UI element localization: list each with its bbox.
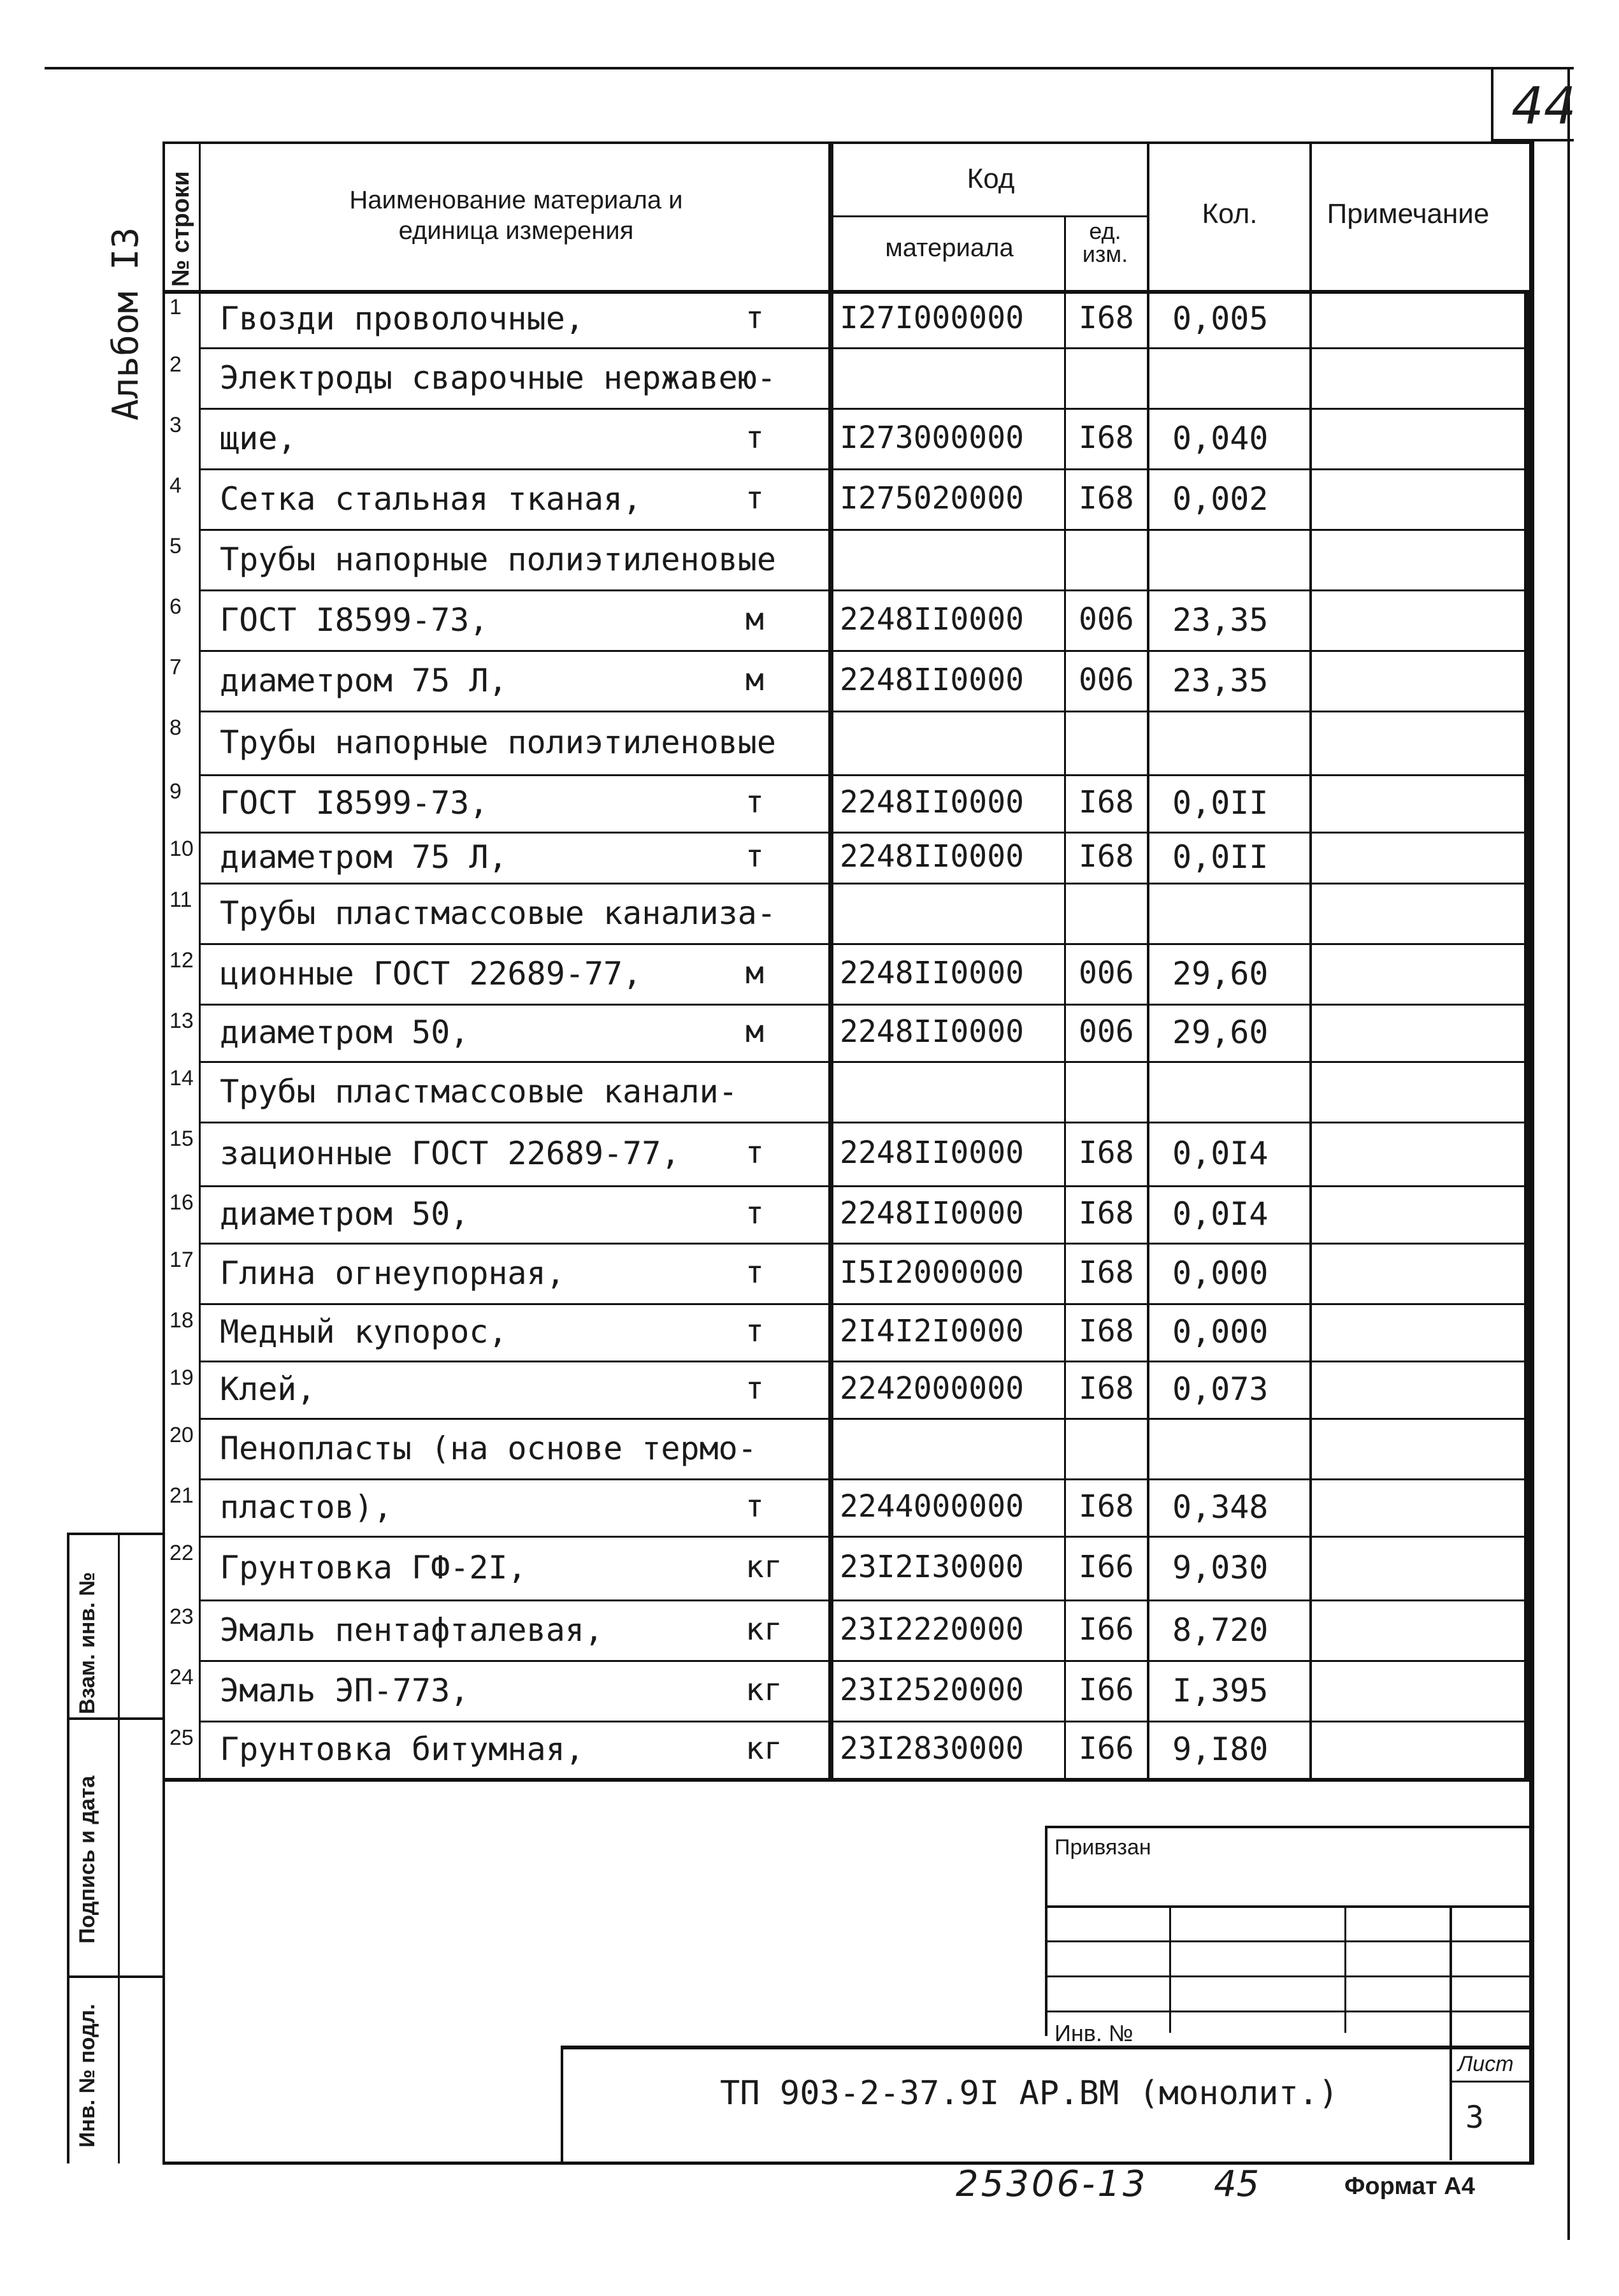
quantity: 0,348 <box>1172 1489 1269 1526</box>
stamp-top-line <box>67 1533 162 1535</box>
unit-code: I68 <box>1079 1254 1134 1290</box>
table-row-line <box>199 1004 1529 1006</box>
material-name: Эмаль пентафталевая, <box>220 1611 604 1649</box>
material-name: Медный купорос, <box>220 1313 508 1350</box>
header-qty: Кол. <box>1202 198 1258 229</box>
stamp-sep-1 <box>67 1717 162 1720</box>
table-row-line <box>199 650 1529 652</box>
material-name: Трубы напорные полиэтиленовые <box>220 724 776 761</box>
material-name: ционные ГОСТ 22689-77, <box>220 955 642 992</box>
unit-label: т <box>745 419 764 456</box>
material-name: Трубы напорные полиэтиленовые <box>220 540 776 578</box>
row-number: 16 <box>169 1190 194 1215</box>
row-number: 19 <box>169 1366 194 1390</box>
title-privyazan: Привязан <box>1054 1835 1151 1859</box>
title-col-2 <box>1344 1905 1346 2033</box>
quantity: 0,0II <box>1172 839 1269 876</box>
table-row-line <box>199 1122 1529 1123</box>
material-name: пластов), <box>220 1489 392 1526</box>
unit-label: т <box>745 1254 764 1290</box>
row-number: 9 <box>169 779 182 804</box>
material-code: 2248II0000 <box>840 784 1024 820</box>
table-row-line <box>199 1721 1529 1722</box>
quantity: 0,0I4 <box>1172 1135 1269 1172</box>
row-number: 24 <box>169 1665 194 1689</box>
material-name: Грунтовка битумная, <box>220 1731 584 1768</box>
unit-label: т <box>745 300 764 336</box>
quantity: 9,I80 <box>1172 1731 1269 1768</box>
page-number-handwritten: 44 <box>1511 76 1576 136</box>
frame-right-lower <box>1529 1778 1534 2163</box>
row-number: 2 <box>169 352 182 377</box>
table-header-bottom-line <box>162 290 1529 294</box>
quantity: 0,000 <box>1172 1254 1269 1292</box>
table-row-line <box>199 468 1529 470</box>
unit-label: т <box>745 839 764 874</box>
material-name: зационные ГОСТ 22689-77, <box>220 1135 680 1172</box>
unit-code: I68 <box>1079 419 1134 456</box>
unit-code: I68 <box>1079 784 1134 820</box>
material-name: щие, <box>220 419 297 457</box>
material-code: 2248II0000 <box>840 1135 1024 1171</box>
stamp-left-line <box>67 1533 69 2163</box>
stamp-vzam-inv: Взам. инв. № <box>75 1571 99 1714</box>
quantity: 0,0I4 <box>1172 1195 1269 1232</box>
title-line-3 <box>1045 1940 1529 1942</box>
footer-handwritten-code: 25306-13 <box>956 2163 1148 2205</box>
unit-label: т <box>745 1135 764 1171</box>
material-name: Гвозди проволочные, <box>220 300 584 337</box>
material-code: 2I4I2I0000 <box>840 1313 1024 1349</box>
table-row-line <box>199 943 1529 945</box>
title-col-3 <box>1450 1905 1452 2160</box>
title-main-left <box>561 2046 563 2163</box>
header-note: Примечание <box>1327 198 1490 229</box>
table-code-left-line <box>828 141 833 1778</box>
row-number: 12 <box>169 948 194 972</box>
row-number: 6 <box>169 595 182 619</box>
material-name: диаметром 50, <box>220 1014 470 1051</box>
frame-left-lower <box>162 1778 165 2163</box>
unit-code: 006 <box>1079 601 1134 637</box>
material-name: Клей, <box>220 1371 316 1408</box>
quantity: 9,030 <box>1172 1549 1269 1586</box>
table-row-line <box>199 1660 1529 1662</box>
row-number: 17 <box>169 1248 194 1272</box>
frame-right-edge <box>1567 67 1570 2240</box>
table-left-line <box>162 141 165 1778</box>
title-doc-code: ТП 903-2-37.9I АР.ВМ (монолит.) <box>720 2074 1339 2112</box>
quantity: 0,005 <box>1172 300 1269 337</box>
unit-code: 006 <box>1079 955 1134 991</box>
material-code: 2248II0000 <box>840 839 1024 874</box>
unit-label: м <box>745 1014 764 1050</box>
material-name: Пенопласты (на основе термо- <box>220 1429 757 1467</box>
material-name: диаметром 50, <box>220 1195 470 1232</box>
title-sheet-label: Лист <box>1458 2052 1514 2076</box>
table-row-line <box>199 1361 1529 1362</box>
row-number: 5 <box>169 534 182 558</box>
unit-label: кг <box>745 1671 782 1708</box>
header-code-material: материала <box>885 234 1014 262</box>
title-line-5 <box>1045 2011 1529 2012</box>
row-number: 8 <box>169 716 182 740</box>
material-code: I5I2000000 <box>840 1254 1024 1290</box>
unit-label: кг <box>745 1611 782 1647</box>
row-number: 3 <box>169 413 182 437</box>
table-right-thick <box>1524 290 1529 1778</box>
footer-format: Формат А4 <box>1344 2173 1475 2200</box>
header-name: Наименование материала и единица измерения <box>349 186 683 245</box>
table-row-line <box>199 1243 1529 1245</box>
row-number: 4 <box>169 473 182 498</box>
material-code: 2244000000 <box>840 1489 1024 1524</box>
unit-code: I68 <box>1079 1195 1134 1231</box>
stamp-inner-line <box>118 1533 120 2163</box>
row-number: 10 <box>169 837 194 861</box>
table-qty-right-line <box>1309 141 1312 1778</box>
album-label: Альбом I3 <box>105 227 147 421</box>
row-number: 25 <box>169 1726 194 1750</box>
material-name: ГОСТ I8599-73, <box>220 601 489 639</box>
table-header-top-line <box>162 141 1529 144</box>
title-main-top <box>561 2046 1529 2049</box>
unit-label: кг <box>745 1549 782 1585</box>
quantity: 29,60 <box>1172 1014 1269 1051</box>
material-name: Трубы пластмассовые канализа- <box>220 894 776 932</box>
table-row-line <box>199 1185 1529 1187</box>
table-row-line <box>199 711 1529 712</box>
frame-right-top <box>1491 67 1493 140</box>
quantity: 0,000 <box>1172 1313 1269 1350</box>
table-row-line <box>199 529 1529 531</box>
material-code: I273000000 <box>840 419 1024 456</box>
table-row-line <box>199 589 1529 591</box>
title-col-1 <box>1169 1905 1171 2033</box>
row-number: 11 <box>169 888 192 912</box>
unit-code: I68 <box>1079 839 1134 874</box>
unit-label: м <box>745 955 764 991</box>
quantity: 0,002 <box>1172 480 1269 517</box>
unit-label: т <box>745 1313 764 1349</box>
unit-label: т <box>745 1371 764 1406</box>
table-row-line <box>199 774 1529 776</box>
material-name: диаметром 75 Л, <box>220 661 508 699</box>
material-code: 23I2I30000 <box>840 1549 1024 1585</box>
unit-code: 006 <box>1079 661 1134 698</box>
table-code-material-right-line <box>1064 217 1066 1778</box>
title-line-2 <box>1045 1905 1529 1908</box>
quantity: 0,073 <box>1172 1371 1269 1408</box>
quantity: I,395 <box>1172 1671 1269 1709</box>
unit-label: м <box>745 661 764 698</box>
material-code: 23I2220000 <box>840 1611 1024 1647</box>
material-name: Сетка стальная тканая, <box>220 480 642 517</box>
row-number: 22 <box>169 1541 194 1565</box>
table-header-code-subline <box>828 215 1147 217</box>
header-row-number: № строки <box>168 171 194 287</box>
unit-label: т <box>745 480 764 516</box>
unit-code: I66 <box>1079 1731 1134 1766</box>
material-name: диаметром 75 Л, <box>220 839 508 876</box>
material-code: 2248II0000 <box>840 601 1024 637</box>
table-row-line <box>199 883 1529 884</box>
table-bottom-line <box>162 1778 1534 1782</box>
title-sheet-sep <box>1450 2081 1529 2083</box>
material-code: 2248II0000 <box>840 955 1024 991</box>
footer-handwritten-page: 45 <box>1214 2163 1260 2205</box>
title-top-line <box>1045 1826 1529 1828</box>
header-code: Код <box>967 163 1015 194</box>
unit-code: I66 <box>1079 1671 1134 1708</box>
stamp-podpis-data: Подпись и дата <box>75 1775 99 1944</box>
material-name: ГОСТ I8599-73, <box>220 784 489 821</box>
unit-code: I68 <box>1079 1135 1134 1171</box>
row-number: 20 <box>169 1423 194 1447</box>
row-number: 14 <box>169 1066 194 1090</box>
stamp-inv-podl: Инв. № подл. <box>75 2004 99 2148</box>
material-code: 2248II0000 <box>840 661 1024 698</box>
frame-bottom-line <box>162 2162 1534 2165</box>
unit-label: м <box>745 601 764 637</box>
row-number: 1 <box>169 295 182 319</box>
unit-label: т <box>745 1195 764 1231</box>
unit-code: I68 <box>1079 480 1134 516</box>
material-code: I275020000 <box>840 480 1024 516</box>
table-row-line <box>199 1303 1529 1305</box>
unit-label: т <box>745 1489 764 1524</box>
header-code-unit: ед. изм. <box>1082 218 1128 267</box>
material-code: I27I000000 <box>840 300 1024 336</box>
quantity: 0,040 <box>1172 419 1269 457</box>
row-number: 21 <box>169 1484 194 1508</box>
table-row-line <box>199 1418 1529 1420</box>
unit-label: кг <box>745 1731 782 1766</box>
unit-code: I68 <box>1079 1489 1134 1524</box>
unit-code: 006 <box>1079 1014 1134 1050</box>
quantity: 0,0II <box>1172 784 1269 821</box>
quantity: 23,35 <box>1172 601 1269 639</box>
quantity: 8,720 <box>1172 1611 1269 1649</box>
unit-code: I68 <box>1079 1313 1134 1349</box>
title-line-4 <box>1045 1975 1529 1977</box>
material-name: Трубы пластмассовые канали- <box>220 1072 738 1110</box>
table-row-line <box>199 347 1529 349</box>
material-code: 23I2520000 <box>840 1671 1024 1708</box>
material-name: Глина огнеупорная, <box>220 1254 565 1292</box>
title-inv-no: Инв. № <box>1054 2020 1133 2046</box>
title-sheet-number: 3 <box>1465 2100 1484 2135</box>
table-row-line <box>199 1536 1529 1538</box>
unit-code: I68 <box>1079 300 1134 336</box>
material-name: Эмаль ЭП-773, <box>220 1671 470 1709</box>
table-row-line <box>199 832 1529 834</box>
quantity: 23,35 <box>1172 661 1269 699</box>
row-number: 7 <box>169 655 182 679</box>
top-border-line <box>45 67 1574 69</box>
material-code: 23I2830000 <box>840 1731 1024 1766</box>
title-left-line <box>1045 1826 1047 2036</box>
material-code: 2248II0000 <box>840 1014 1024 1050</box>
material-name: Грунтовка ГФ-2I, <box>220 1549 527 1586</box>
table-row-line <box>199 1061 1529 1063</box>
row-number: 15 <box>169 1127 194 1151</box>
material-name: Электроды сварочные нержавею- <box>220 359 776 396</box>
table-row-line <box>199 1599 1529 1601</box>
table-row-line <box>199 408 1529 410</box>
table-right-line <box>1529 141 1534 1782</box>
quantity: 29,60 <box>1172 955 1269 992</box>
row-number: 23 <box>169 1605 194 1629</box>
row-number: 13 <box>169 1009 194 1033</box>
table-ucode-right-line <box>1147 141 1149 1778</box>
table-row-line <box>199 1478 1529 1480</box>
table-rownum-separator <box>199 141 201 1778</box>
unit-code: I68 <box>1079 1371 1134 1406</box>
row-number: 18 <box>169 1308 194 1332</box>
stamp-sep-2 <box>67 1975 162 1978</box>
material-code: 2248II0000 <box>840 1195 1024 1231</box>
unit-code: I66 <box>1079 1611 1134 1647</box>
unit-code: I66 <box>1079 1549 1134 1585</box>
material-code: 2242000000 <box>840 1371 1024 1406</box>
unit-label: т <box>745 784 764 820</box>
